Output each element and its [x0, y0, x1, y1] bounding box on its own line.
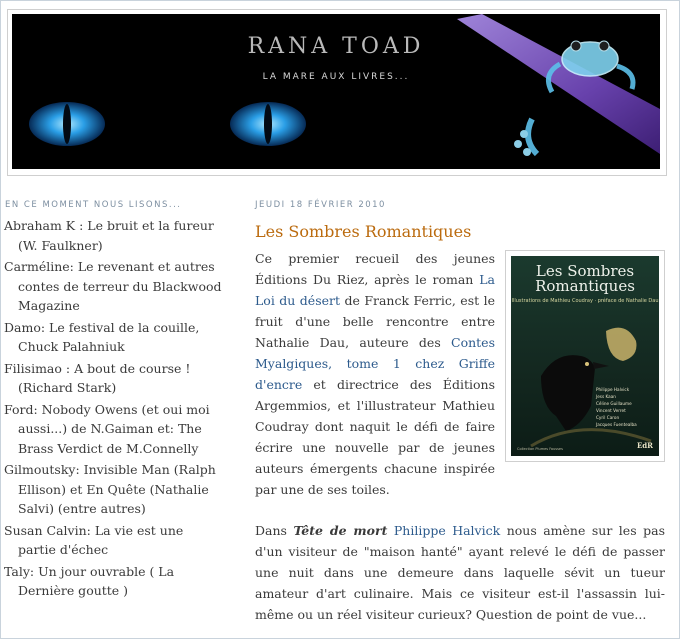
right-cat-eye	[230, 102, 306, 146]
cover-subtitle: Illustrations de Mathieu Coudray · préface de Nathalie Dau	[511, 298, 659, 304]
list-item: Gilmoutsky: Invisible Man (Ralph Ellison) et En Quête (Nathalie Salvi) (entre autres)	[4, 462, 216, 516]
blog-title[interactable]: RANA TOAD	[247, 34, 425, 59]
link-la-loi-du-desert[interactable]: La Loi du désert	[255, 272, 495, 308]
rose-shape	[606, 328, 636, 361]
cover-author: Jess Kaan	[596, 394, 616, 399]
list-item: Carméline: Le revenant et autres contes de terreur du Blackwood Magazine	[4, 259, 222, 313]
list-item: Filisimao : A bout de course ! (Richard Stark)	[4, 360, 191, 395]
left-cat-eye	[29, 102, 105, 146]
cover-author: Céline Guillaume	[596, 401, 632, 406]
crow-beak	[593, 362, 609, 369]
post-area	[255, 200, 665, 622]
cover-authors	[596, 386, 637, 428]
reading-list	[4, 216, 222, 601]
sidebar-title: EN CE MOMENT NOUS LISONS...	[5, 200, 182, 210]
book-cover-image[interactable]	[511, 256, 659, 456]
post-paragraph-2	[255, 520, 665, 625]
link-philippe-halvick[interactable]: Philippe Halvick	[393, 523, 501, 538]
crow-eye	[585, 362, 589, 366]
list-item: Abraham K : Le bruit et la fureur (W. Faulkner)	[4, 218, 214, 253]
cover-author: Cyril Caron	[596, 415, 620, 420]
paragraph-text: nous amène sur les pas d'un visiteur de "maison hanté" ayant relevé le défi de passer une nuit dans une demeure dans laquelle sévit un tueur amateur d'art culinaire. Mais ce visiteur est-il l'assassin lui-même ou un réel visiteur curieux? Question de point de vue...	[255, 523, 665, 622]
cover-author: Philippe Halvick	[596, 387, 630, 392]
post-title[interactable]: Les Sombres Romantiques	[255, 222, 472, 241]
paragraph-text: de Franck Ferric, est le fruit d'une belle rencontre entre Nathalie Dau, auteure des	[255, 293, 495, 350]
cover-collection: Collection Plumes Fausses	[517, 447, 563, 451]
list-item: Damo: Le festival de la couille, Chuck Palahniuk	[4, 319, 200, 354]
cover-title	[511, 264, 659, 294]
cover-title-line-1: Les Sombres	[535, 262, 635, 280]
story-title: Tête de mort	[293, 523, 388, 538]
cover-author: Vincent Verret	[596, 408, 626, 413]
cover-title-line-2: Romantiques	[535, 277, 635, 295]
paragraph-text: Dans	[255, 523, 294, 538]
list-item: Ford: Nobody Owens (et oui moi aussi...) de N.Gaiman et: The Brass Verdict de M.Connelly	[4, 401, 210, 456]
book-cover-frame[interactable]	[505, 250, 665, 462]
list-item: Taly: Un jour ouvrable ( La Dernière goutte )	[4, 563, 175, 598]
cover-author: Jacques Fuentealba	[596, 422, 637, 427]
blog-description: LA MARE AUX LIVRES...	[262, 72, 410, 82]
list-item: Susan Calvin: La vie est une partie d'échec	[4, 522, 184, 557]
branch-shape	[531, 430, 651, 446]
cover-publisher-logo: EdR	[636, 441, 653, 450]
paragraph-text: et directrice des Éditions Argemmios, et l'illustrateur Mathieu Coudray dont naquit le défi de faire écrire une nouvelle par de jeunes auteurs émergents chacune inspirée par une de ses toiles.	[255, 377, 495, 497]
post-paragraph-1	[255, 248, 495, 500]
sidebar	[4, 200, 222, 603]
link-contes-myalgiques[interactable]: Contes Myalgiques, tome 1 chez Griffe d'encre	[255, 335, 495, 392]
crow-shape	[541, 355, 595, 431]
post-date: JEUDI 18 FÉVRIER 2010	[255, 200, 386, 210]
paragraph-text: Ce premier recueil des jeunes Éditions Du Riez, après le roman	[255, 251, 495, 287]
blog-header-banner[interactable]	[12, 14, 660, 169]
